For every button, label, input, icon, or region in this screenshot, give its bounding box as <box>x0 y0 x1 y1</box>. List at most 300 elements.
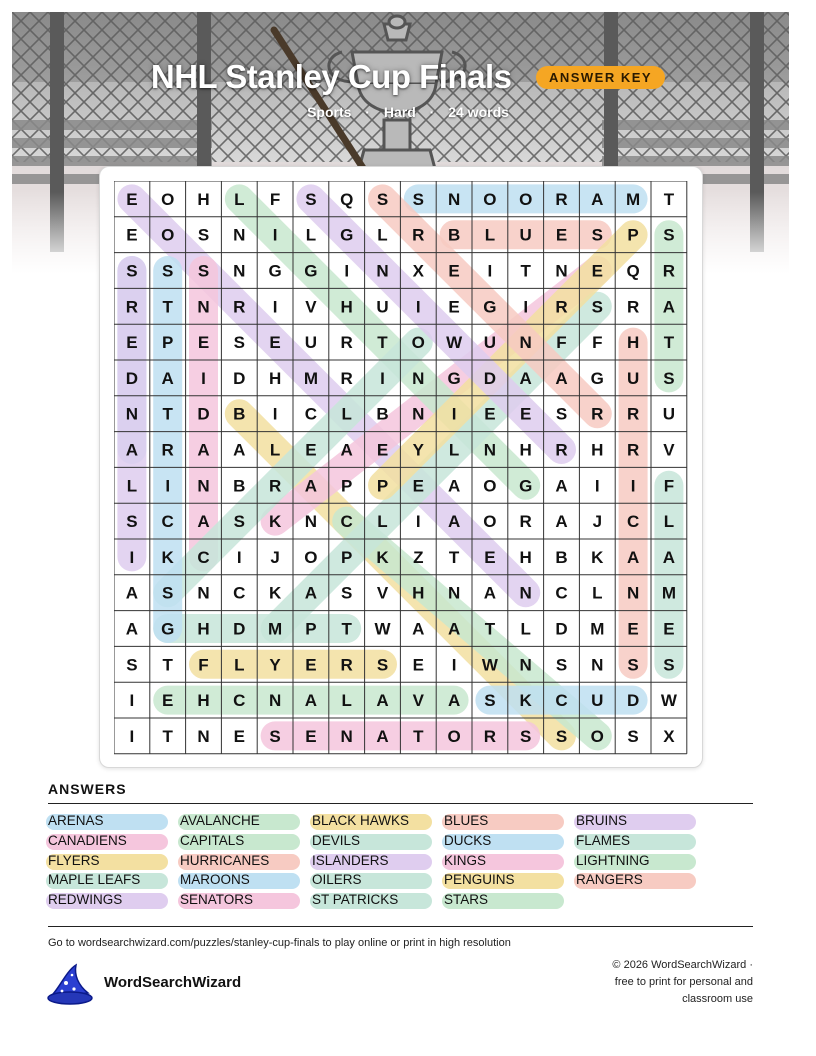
grid-letter: R <box>519 512 532 532</box>
grid-letter: U <box>376 297 389 317</box>
grid-letter: L <box>341 691 352 711</box>
grid-letter: S <box>269 726 281 746</box>
answer-flames <box>576 833 630 849</box>
grid-letter: T <box>413 726 424 746</box>
grid-letter: A <box>125 440 139 460</box>
grid-letter: G <box>590 368 604 388</box>
grid-letter: H <box>340 297 353 317</box>
grid-letter: S <box>663 368 675 388</box>
grid-letter: S <box>591 225 603 245</box>
copyright-notice <box>563 957 753 1008</box>
grid-letter: J <box>592 512 603 532</box>
grid-letter: K <box>376 547 389 567</box>
answers-heading: ANSWERS <box>48 781 127 797</box>
grid-letter: I <box>272 225 278 245</box>
grid-letter: F <box>269 189 281 209</box>
grid-letter: S <box>341 583 353 603</box>
grid-letter: T <box>520 261 531 281</box>
grid-letter: I <box>272 404 278 424</box>
grid-letter: A <box>340 440 353 460</box>
grid-letter: T <box>663 189 675 209</box>
grid-letter: I <box>415 297 421 317</box>
answer-label: REDWINGS <box>48 892 123 908</box>
grid-letter: S <box>305 189 317 209</box>
grid-letter: D <box>483 368 497 388</box>
grid-letter: L <box>126 476 138 496</box>
grid-letter: S <box>197 225 210 245</box>
grid-letter: G <box>268 261 282 281</box>
wizard-hat-icon <box>46 963 94 1010</box>
grid-letter: R <box>233 297 246 317</box>
grid-letter: E <box>555 225 568 245</box>
grid-letter: E <box>305 726 317 746</box>
grid-letter: P <box>341 547 353 567</box>
grid-letter: M <box>626 189 641 209</box>
grid-letter: N <box>412 368 425 388</box>
grid-letter: A <box>197 440 210 460</box>
grid-letter: I <box>487 261 493 281</box>
grid-letter: S <box>376 655 389 675</box>
grid-letter: N <box>376 261 389 281</box>
grid-letter: S <box>126 655 138 675</box>
grid-letter: L <box>234 655 245 675</box>
answer-label: CANADIENS <box>48 832 127 848</box>
grid-letter: E <box>233 726 245 746</box>
grid-letter: X <box>412 261 424 281</box>
grid-letter: O <box>590 726 604 746</box>
grid-letter: R <box>483 726 497 746</box>
grid-letter: I <box>129 726 135 746</box>
grid-letter: C <box>340 512 353 532</box>
grid-letter: A <box>376 726 389 746</box>
grid-letter: Q <box>626 261 640 281</box>
grid-letter: A <box>304 476 318 496</box>
grid-letter: S <box>627 655 639 675</box>
answer-islanders <box>312 853 389 869</box>
grid-letter: F <box>663 476 675 496</box>
grid-letter: R <box>591 404 604 424</box>
grid-letter: P <box>162 333 174 353</box>
grid-letter: A <box>626 547 640 567</box>
grid-letter: L <box>377 512 388 532</box>
answer-label: DUCKS <box>444 832 492 848</box>
grid-letter: S <box>376 189 389 209</box>
answer-label: AVALANCHE <box>180 813 260 828</box>
grid-letter: G <box>447 368 461 388</box>
grid-letter: A <box>161 368 174 388</box>
grid-letter: G <box>519 476 533 496</box>
answer-label: MAROONS <box>180 872 250 888</box>
grid-letter: A <box>447 476 461 496</box>
word-count-label: 24 words <box>448 104 509 120</box>
answer-maple-leafs <box>48 872 140 888</box>
grid-letter: E <box>305 440 317 460</box>
grid-letter: O <box>483 189 497 209</box>
grid-letter: S <box>663 225 675 245</box>
grid-letter: K <box>268 583 282 603</box>
answer-oilers <box>312 872 362 888</box>
grid-letter: T <box>663 333 675 353</box>
copyright-line: free to print for personal and <box>614 976 753 988</box>
grid-letter: R <box>555 189 568 209</box>
grid-letter: N <box>447 583 461 603</box>
grid-letter: H <box>197 619 210 639</box>
grid-letter: V <box>376 583 389 603</box>
grid-letter: O <box>447 726 461 746</box>
answer-devils <box>312 833 360 849</box>
grid-letter: A <box>125 583 139 603</box>
answer-rangers <box>576 872 643 888</box>
grid-letter: L <box>341 404 352 424</box>
grid-letter: S <box>162 583 174 603</box>
grid-letter: X <box>663 726 675 746</box>
answer-label: BLACK HAWKS <box>312 813 410 828</box>
category-label: Sports <box>307 104 352 120</box>
grid-letter: G <box>304 261 318 281</box>
grid-letter: Y <box>412 440 424 460</box>
grid-letter: D <box>555 619 568 639</box>
grid-letter: A <box>233 440 246 460</box>
grid-letter: C <box>161 512 174 532</box>
word-search-grid <box>114 181 688 755</box>
grid-letter: I <box>594 476 600 496</box>
grid-letter: V <box>305 297 317 317</box>
grid-letter: M <box>303 368 318 388</box>
grid-letter: B <box>447 225 461 245</box>
grid-letter: O <box>483 476 497 496</box>
grid-letter: P <box>305 619 317 639</box>
grid-letter: E <box>484 404 496 424</box>
answer-st-patricks <box>312 892 398 908</box>
grid-letter: I <box>236 547 242 567</box>
answer-label: RANGERS <box>576 872 643 888</box>
grid-letter: G <box>161 619 175 639</box>
grid-letter: A <box>591 189 604 209</box>
grid-letter: A <box>447 619 461 639</box>
grid-letter: H <box>197 691 210 711</box>
answer-label: DEVILS <box>312 832 361 848</box>
grid-letter: H <box>268 368 282 388</box>
grid-letter: B <box>233 476 246 496</box>
grid-letter: N <box>125 404 139 424</box>
grid-letter: L <box>448 440 460 460</box>
grid-letter: A <box>555 476 568 496</box>
grid-letter: B <box>555 547 568 567</box>
puzzle-meta <box>0 104 816 120</box>
answer-label: PENGUINS <box>444 872 515 888</box>
grid-letter: A <box>519 368 532 388</box>
grid-letter: K <box>161 547 174 567</box>
answer-label: FLYERS <box>48 852 100 868</box>
answer-label: KINGS <box>444 852 487 868</box>
grid-letter: A <box>555 512 568 532</box>
grid-letter: E <box>126 225 138 245</box>
grid-letter: R <box>662 261 676 281</box>
grid-letter: R <box>340 655 353 675</box>
grid-letter: S <box>555 726 568 746</box>
answer-label: STARS <box>444 892 489 908</box>
grid-letter: A <box>483 583 497 603</box>
grid-letter: C <box>197 547 210 567</box>
footer-link[interactable]: Go to wordsearchwizard.com/puzzles/stanley-cup-finals to play online or print in high resolution <box>48 937 511 949</box>
grid-letter: R <box>340 368 353 388</box>
grid-letter: S <box>197 261 210 281</box>
grid-letter: N <box>268 691 282 711</box>
grid-letter: R <box>555 297 568 317</box>
grid-letter: W <box>481 655 498 675</box>
grid-letter: N <box>197 297 210 317</box>
grid-letter: A <box>447 512 461 532</box>
grid-letter: W <box>660 691 677 711</box>
grid-letter: P <box>341 476 353 496</box>
grid-letter: N <box>483 440 497 460</box>
grid-letter: U <box>304 333 318 353</box>
answer-label: ARENAS <box>48 813 104 828</box>
grid-letter: S <box>412 189 424 209</box>
grid-letter: N <box>197 476 210 496</box>
grid-letter: U <box>591 691 604 711</box>
grid-letter: J <box>270 547 280 567</box>
grid-letter: A <box>447 691 461 711</box>
grid-letter: O <box>304 547 318 567</box>
grid-letter: D <box>233 368 246 388</box>
grid-letter: N <box>197 583 210 603</box>
grid-letter: H <box>412 583 425 603</box>
grid-letter: A <box>376 691 389 711</box>
grid-letter: C <box>233 583 246 603</box>
answer-flyers <box>48 853 100 869</box>
grid-letter: B <box>376 404 389 424</box>
grid-letter: E <box>627 619 639 639</box>
grid-letter: N <box>304 512 318 532</box>
grid-letter: N <box>447 189 461 209</box>
grid-letter: I <box>165 476 171 496</box>
grid-letter: L <box>269 440 281 460</box>
grid-letter: H <box>519 547 532 567</box>
answer-label: ST PATRICKS <box>312 892 399 908</box>
grid-letter: E <box>520 404 532 424</box>
grid-letter: N <box>197 726 210 746</box>
grid-letter: C <box>626 512 640 532</box>
answer-label: CAPITALS <box>180 832 245 848</box>
grid-letter: L <box>484 225 496 245</box>
grid-letter: E <box>591 261 603 281</box>
grid-letter: B <box>233 404 246 424</box>
grid-letter: I <box>129 547 135 567</box>
answer-stars <box>444 892 488 908</box>
grid-letter: E <box>448 261 460 281</box>
grid-letter: A <box>304 691 318 711</box>
grid-letter: D <box>626 691 640 711</box>
grid-letter: I <box>451 404 457 424</box>
title-row <box>0 58 816 96</box>
grid-letter: S <box>162 261 174 281</box>
grid-letter: P <box>376 476 389 496</box>
answer-canadiens <box>48 833 127 849</box>
grid-letter: K <box>519 691 532 711</box>
grid-letter: N <box>626 583 640 603</box>
grid-letter: E <box>448 297 460 317</box>
grid-letter: N <box>519 333 532 353</box>
answer-kings <box>444 853 486 869</box>
grid-letter: D <box>197 404 210 424</box>
grid-letter: C <box>233 691 246 711</box>
grid-letter: S <box>555 655 568 675</box>
answer-senators <box>180 892 253 908</box>
brand-name: WordSearchWizard <box>104 974 242 991</box>
grid-letter: N <box>340 726 353 746</box>
grid-letter: V <box>412 691 424 711</box>
grid-letter: R <box>555 440 568 460</box>
grid-letter: M <box>661 583 676 603</box>
answer-key-badge: ANSWER KEY <box>536 66 665 89</box>
grid-letter: R <box>161 440 174 460</box>
grid-letter: G <box>340 225 354 245</box>
grid-letter: G <box>483 297 497 317</box>
grid-letter: C <box>304 404 318 424</box>
grid-letter: I <box>523 297 529 317</box>
grid-letter: I <box>630 476 636 496</box>
grid-letter: U <box>519 225 532 245</box>
answer-label: BLUES <box>444 813 489 828</box>
grid-letter: Z <box>413 547 424 567</box>
grid-letter: S <box>663 655 675 675</box>
grid-letter: V <box>663 440 675 460</box>
answer-label: ISLANDERS <box>312 852 389 868</box>
grid-letter: T <box>484 619 496 639</box>
answer-redwings <box>48 892 122 908</box>
grid-letter: E <box>484 547 496 567</box>
answer-hurricanes <box>180 853 269 869</box>
grid-letter: T <box>377 333 388 353</box>
grid-letter: S <box>555 404 568 424</box>
answers-divider <box>48 803 753 804</box>
grid-letter: T <box>448 547 460 567</box>
grid-letter: T <box>162 297 173 317</box>
grid-letter: S <box>627 726 639 746</box>
grid-letter: L <box>663 512 675 532</box>
answer-label: MAPLE LEAFS <box>48 872 141 888</box>
grid-letter: N <box>233 225 246 245</box>
grid-letter: T <box>162 655 173 675</box>
grid-letter: D <box>125 368 139 388</box>
grid-letter: T <box>341 619 352 639</box>
answer-label: LIGHTNING <box>576 852 650 868</box>
grid-letter: N <box>555 261 568 281</box>
answer-maroons <box>180 872 250 888</box>
grid-letter: M <box>590 619 605 639</box>
grid-letter: K <box>591 547 604 567</box>
grid-letter: U <box>662 404 676 424</box>
answer-label: OILERS <box>312 872 362 888</box>
grid-letter: O <box>161 225 175 245</box>
grid-letter: E <box>376 440 389 460</box>
grid-letter: D <box>233 619 246 639</box>
grid-letter: E <box>269 333 281 353</box>
difficulty-label: Hard <box>383 104 416 120</box>
grid-letter: A <box>662 547 676 567</box>
grid-letter: H <box>197 189 210 209</box>
grid-letter: E <box>126 189 138 209</box>
grid-letter: R <box>412 225 425 245</box>
answer-bruins <box>576 813 627 829</box>
grid-letter: O <box>519 189 533 209</box>
grid-letter: F <box>198 655 209 675</box>
answer-arenas <box>48 813 104 829</box>
grid-letter: E <box>412 476 424 496</box>
grid-letter: E <box>663 619 675 639</box>
footer-divider <box>48 926 753 927</box>
grid-letter: F <box>556 333 567 353</box>
grid-letter: E <box>305 655 317 675</box>
separator-dot: · <box>365 104 370 120</box>
answer-label: FLAMES <box>576 832 631 848</box>
grid-letter: S <box>520 726 532 746</box>
grid-letter: A <box>197 512 210 532</box>
grid-letter: E <box>126 333 138 353</box>
grid-letter: A <box>412 619 425 639</box>
grid-letter: R <box>340 333 353 353</box>
grid-letter: A <box>304 583 318 603</box>
grid-letter: I <box>415 512 421 532</box>
grid-letter: R <box>626 440 640 460</box>
grid-letter: N <box>233 261 246 281</box>
answer-label: HURRICANES <box>180 852 270 868</box>
answer-lightning <box>576 853 650 869</box>
copyright-line: classroom use <box>682 993 753 1005</box>
grid-letter: U <box>483 333 497 353</box>
grid-letter: E <box>412 655 424 675</box>
grid-letter: F <box>592 333 603 353</box>
grid-letter: O <box>483 512 497 532</box>
grid-letter: N <box>519 583 532 603</box>
grid-letter: W <box>446 333 463 353</box>
grid-letter: C <box>555 691 568 711</box>
grid-letter: O <box>411 333 425 353</box>
grid-letter: T <box>162 404 173 424</box>
separator-dot: · <box>429 104 435 120</box>
answer-black-hawks <box>312 813 409 829</box>
grid-letter: S <box>233 512 245 532</box>
grid-letter: L <box>377 225 388 245</box>
grid-letter: U <box>626 368 640 388</box>
grid-letter: R <box>626 297 640 317</box>
grid-letter: N <box>519 655 532 675</box>
answer-label: SENATORS <box>180 892 254 908</box>
grid-letter: I <box>451 655 457 675</box>
grid-letter: C <box>555 583 568 603</box>
puzzle-title: NHL Stanley Cup Finals <box>150 58 512 95</box>
grid-letter: L <box>234 189 245 209</box>
grid-letter: N <box>591 655 604 675</box>
grid-letter: W <box>374 619 391 639</box>
grid-letter: Y <box>269 655 281 675</box>
answer-ducks <box>444 833 491 849</box>
grid-letter: R <box>626 404 640 424</box>
answer-avalanche <box>180 813 260 829</box>
grid-letter: R <box>125 297 139 317</box>
answer-capitals <box>180 833 244 849</box>
grid-letter: I <box>272 297 278 317</box>
grid-letter: A <box>555 368 568 388</box>
answers-list <box>48 813 753 913</box>
answer-blues <box>444 813 488 829</box>
grid-letter: T <box>162 726 173 746</box>
grid-letter: K <box>268 512 282 532</box>
grid-letter: H <box>626 333 640 353</box>
grid-letter: E <box>162 691 174 711</box>
grid-letter: A <box>662 297 676 317</box>
